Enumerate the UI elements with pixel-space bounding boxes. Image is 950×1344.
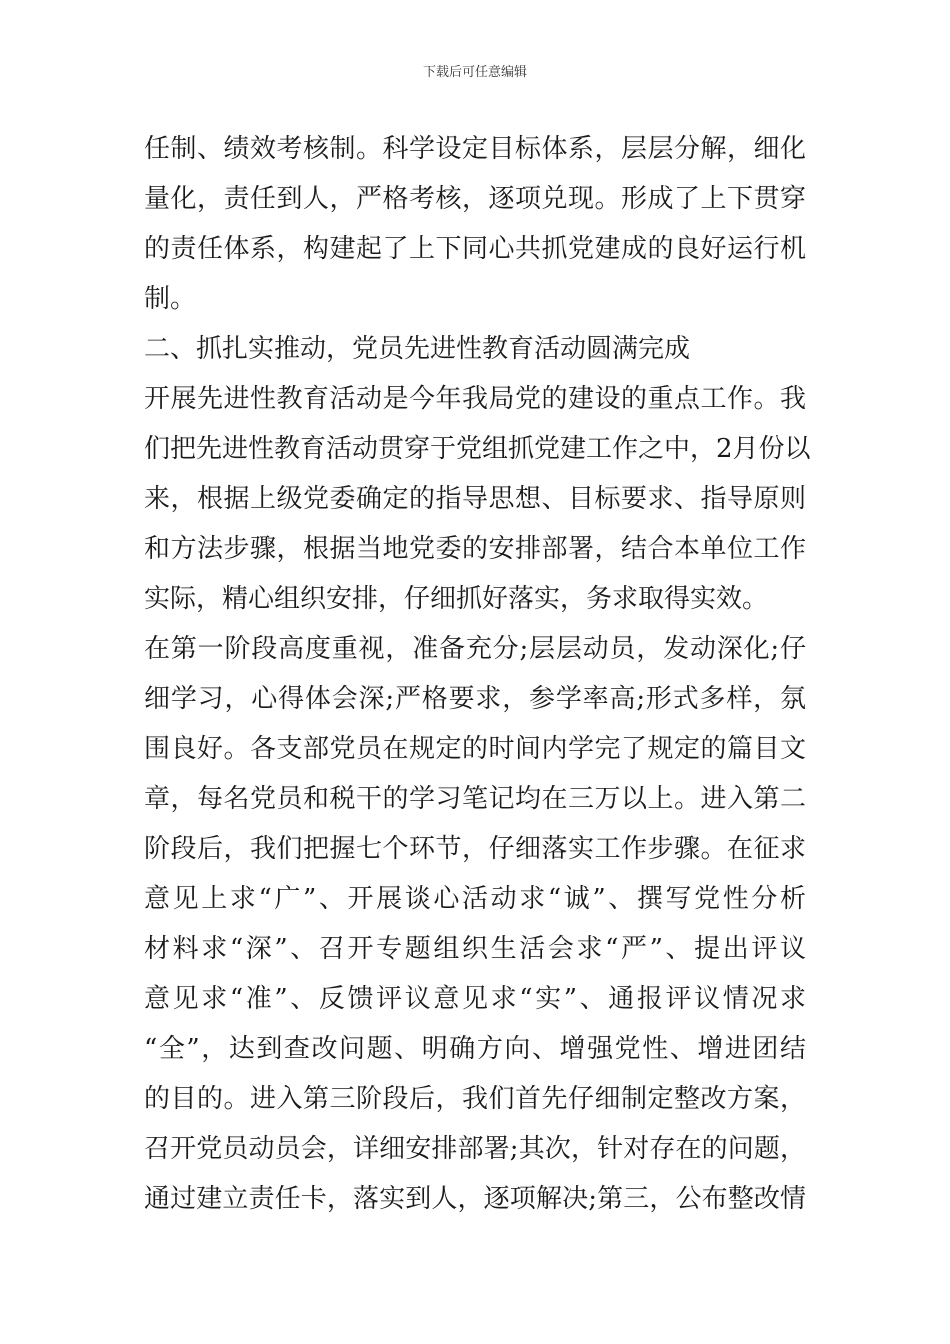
- paragraph-line: 细学习，心得体会深;严格要求，参学率高;形式多样，氛: [144, 684, 806, 714]
- section-heading: 二、抓扎实推动，党员先进性教育活动圆满完成: [144, 334, 691, 364]
- paragraph-line: 阶段后，我们把握七个环节，仔细落实工作步骤。在征求: [144, 834, 806, 864]
- paragraph-line: 来，根据上级党委确定的指导思想、目标要求、指导原则: [144, 484, 806, 514]
- document-body: [144, 124, 811, 1224]
- paragraph-line: 材料求“深”、召开专题组织生活会求“严”、提出评议: [144, 934, 806, 964]
- paragraph-line: 任制、绩效考核制。科学设定目标体系，层层分解，细化: [144, 134, 806, 164]
- paragraph-line: 通过建立责任卡，落实到人，逐项解决;第三，公布整改情: [144, 1184, 806, 1214]
- paragraph-line: 的目的。进入第三阶段后，我们首先仔细制定整改方案，: [144, 1084, 806, 1114]
- paragraph-line: 和方法步骤，根据当地党委的安排部署，结合本单位工作: [144, 534, 806, 564]
- paragraph-line: 意见上求“广”、开展谈心活动求“诚”、撰写党性分析: [144, 884, 806, 914]
- paragraph-line: 召开党员动员会，详细安排部署;其次，针对存在的问题，: [144, 1134, 806, 1164]
- paragraph-line: “全”，达到查改问题、明确方向、增强党性、增进团结: [144, 1034, 806, 1064]
- paragraph-line: 的责任体系，构建起了上下同心共抓党建成的良好运行机: [144, 234, 806, 264]
- paragraph-line: 围良好。各支部党员在规定的时间内学完了规定的篇目文: [144, 734, 806, 764]
- page-header: 下载后可任意编辑: [422, 65, 527, 80]
- paragraph-line: 章，每名党员和税干的学习笔记均在三万以上。进入第二: [144, 784, 806, 814]
- paragraph-line: 实际，精心组织安排，仔细抓好落实，务求取得实效。: [144, 584, 769, 614]
- paragraph-line: 们把先进性教育活动贯穿于党组抓党建工作之中，2月份以: [144, 434, 811, 464]
- paragraph-line: 在第一阶段高度重视，准备充分;层层动员，发动深化;仔: [144, 634, 806, 664]
- paragraph-line: 开展先进性教育活动是今年我局党的建设的重点工作。我: [144, 384, 806, 414]
- paragraph-line: 制。: [144, 284, 197, 314]
- paragraph-line: 意见求“准”、反馈评议意见求“实”、通报评议情况求: [144, 984, 806, 1014]
- paragraph-line: 量化，责任到人，严格考核，逐项兑现。形成了上下贯穿: [144, 184, 806, 214]
